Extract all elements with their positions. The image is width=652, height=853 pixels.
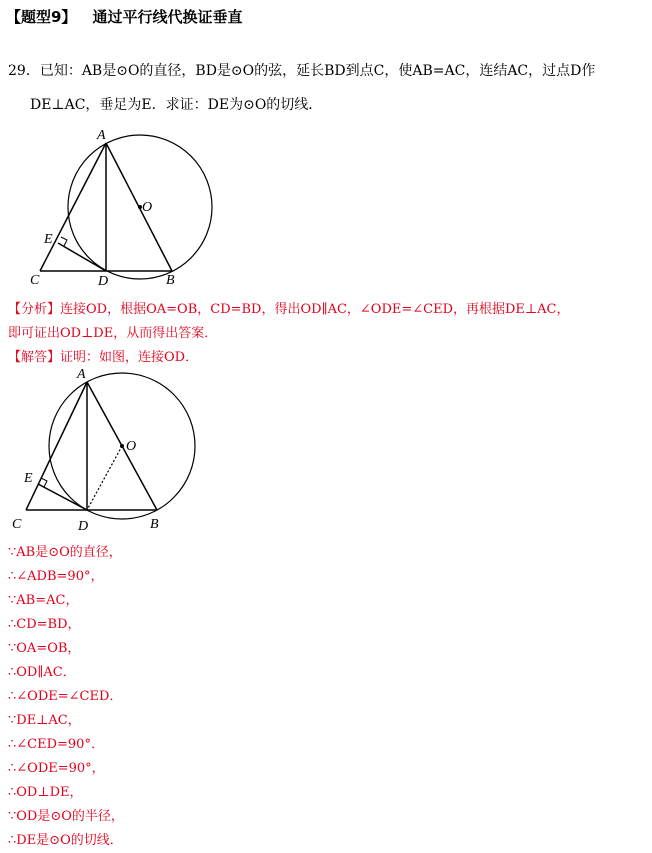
proof-line: ∴CD=BD， bbox=[8, 617, 81, 632]
proof-line: ∵OA=OB， bbox=[8, 641, 81, 656]
label-o: O bbox=[142, 200, 153, 215]
center-dot bbox=[120, 444, 124, 448]
proof-line: ∵AB=AC， bbox=[8, 593, 79, 608]
label-b: B bbox=[166, 273, 175, 288]
proof-line: ∴∠ODE=90°， bbox=[8, 761, 105, 776]
label-a: A bbox=[97, 128, 106, 143]
proof-line: ∴OD⊥DE， bbox=[8, 785, 83, 800]
segment-ac bbox=[26, 382, 87, 510]
solution-tag: 【解答】 bbox=[8, 350, 61, 365]
figure-2-diagram bbox=[0, 362, 240, 540]
label-d: D bbox=[98, 274, 109, 289]
header-label: 【题型9】 bbox=[6, 8, 77, 26]
proof-line: ∵AB是⊙O的直径， bbox=[8, 545, 122, 560]
question-line-2: DE⊥AC，垂足为E．求证：DE为⊙O的切线． bbox=[30, 97, 323, 113]
figure-1-diagram bbox=[0, 125, 240, 290]
analysis-tag: 【分析】 bbox=[8, 302, 61, 317]
label-c: C bbox=[30, 273, 40, 288]
proof-line: ∴∠ODE=∠CED． bbox=[8, 689, 123, 704]
proof-line: ∴OD∥AC． bbox=[8, 665, 76, 680]
analysis-line-2: 即可证出OD⊥DE，从而得出答案． bbox=[8, 326, 218, 341]
label-o: O bbox=[126, 439, 137, 454]
segment-de bbox=[58, 243, 106, 271]
label-d: D bbox=[78, 519, 89, 534]
label-a: A bbox=[77, 367, 86, 382]
label-b: B bbox=[150, 517, 159, 532]
analysis-line-1: 【分析】连接OD，根据OA=OB，CD=BD，得出OD∥AC，∠ODE=∠CED，再根据DE⊥AC， bbox=[8, 302, 570, 317]
section-header bbox=[6, 6, 242, 27]
label-e: E bbox=[44, 232, 53, 247]
proof-line: ∵DE⊥AC， bbox=[8, 713, 81, 728]
label-c: C bbox=[12, 517, 22, 532]
question-line-1: 29．已知：AB是⊙O的直径，BD是⊙O的弦，延长BD到点C，使AB=AC，连结AC，过点D作 bbox=[8, 63, 596, 79]
header-topic: 通过平行线代换证垂直 bbox=[92, 8, 243, 26]
segment-od-dotted bbox=[87, 446, 122, 510]
label-e: E bbox=[24, 471, 33, 486]
proof-line: ∴∠CED=90°． bbox=[8, 737, 104, 752]
proof-line: ∵OD是⊙O的半径， bbox=[8, 809, 124, 824]
solution-intro: 【解答】证明：如图，连接OD． bbox=[8, 350, 199, 365]
proof-line: ∴DE是⊙O的切线． bbox=[8, 833, 123, 848]
proof-line: ∴∠ADB=90°， bbox=[8, 569, 104, 584]
